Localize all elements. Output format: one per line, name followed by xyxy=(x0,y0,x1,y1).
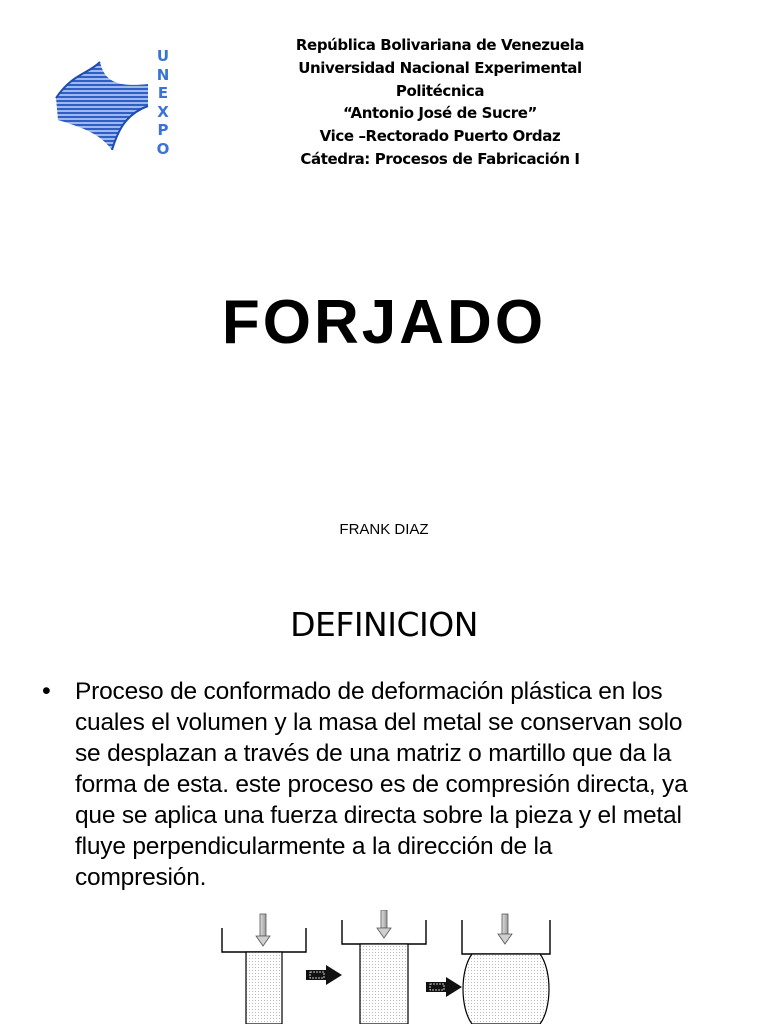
definition-slide xyxy=(0,576,768,1024)
section-title: DEFINICION xyxy=(290,605,478,644)
page-title: FORJADO xyxy=(221,288,547,357)
stage-3 xyxy=(462,914,550,1024)
logo-letter: U xyxy=(156,47,170,65)
logo-wordmark xyxy=(154,47,172,158)
definition-line: cuales el volumen y la masa del metal se conservan solo xyxy=(75,709,683,736)
workpiece xyxy=(360,944,408,1024)
workpiece xyxy=(463,954,549,1024)
workpiece xyxy=(246,952,282,1024)
definition-line: que se aplica una fuerza directa sobre la pieza y el metal xyxy=(75,802,682,829)
forging-diagram xyxy=(210,910,570,1024)
down-arrow-icon xyxy=(498,914,512,944)
logo-letter: E xyxy=(157,84,169,102)
definition-text xyxy=(75,676,755,893)
definition-line: forma de esta. este proceso es de compresión directa, ya xyxy=(75,771,688,798)
logo-letter: P xyxy=(157,121,169,139)
header-line-university: Universidad Nacional Experimental xyxy=(298,58,582,77)
bullet-marker: • xyxy=(42,677,51,705)
logo-letter: O xyxy=(156,139,170,158)
right-arrow-icon xyxy=(306,965,342,985)
header-line-namesake: “Antonio José de Sucre” xyxy=(343,104,537,123)
header-line-republic: República Bolivariana de Venezuela xyxy=(295,36,585,54)
logo-letter: X xyxy=(157,102,169,121)
header-line-campus: Vice –Rectorado Puerto Ordaz xyxy=(319,127,561,146)
logo-letter: N xyxy=(156,65,170,84)
unexpo-logo xyxy=(52,44,182,168)
definition-line: Proceso de conformado de deformación plástica en los xyxy=(75,678,663,705)
stage-1 xyxy=(222,914,306,1024)
definition-line: fluye perpendicularmente a la dirección de la xyxy=(75,833,553,860)
logo-wave-icon xyxy=(52,44,152,168)
institution-header xyxy=(260,34,620,171)
definition-line: compresión. xyxy=(75,864,207,891)
right-arrow-icon xyxy=(426,977,462,997)
header-line-course: Cátedra: Procesos de Fabricación I xyxy=(300,149,580,168)
stage-2 xyxy=(342,910,426,1024)
down-arrow-icon xyxy=(256,914,270,946)
header-line-polytechnic: Politécnica xyxy=(395,81,485,100)
down-arrow-icon xyxy=(377,910,391,938)
author-name: FRANK DIAZ xyxy=(339,521,429,538)
definition-line: se desplazan a través de una matriz o martillo que da la xyxy=(75,740,672,767)
